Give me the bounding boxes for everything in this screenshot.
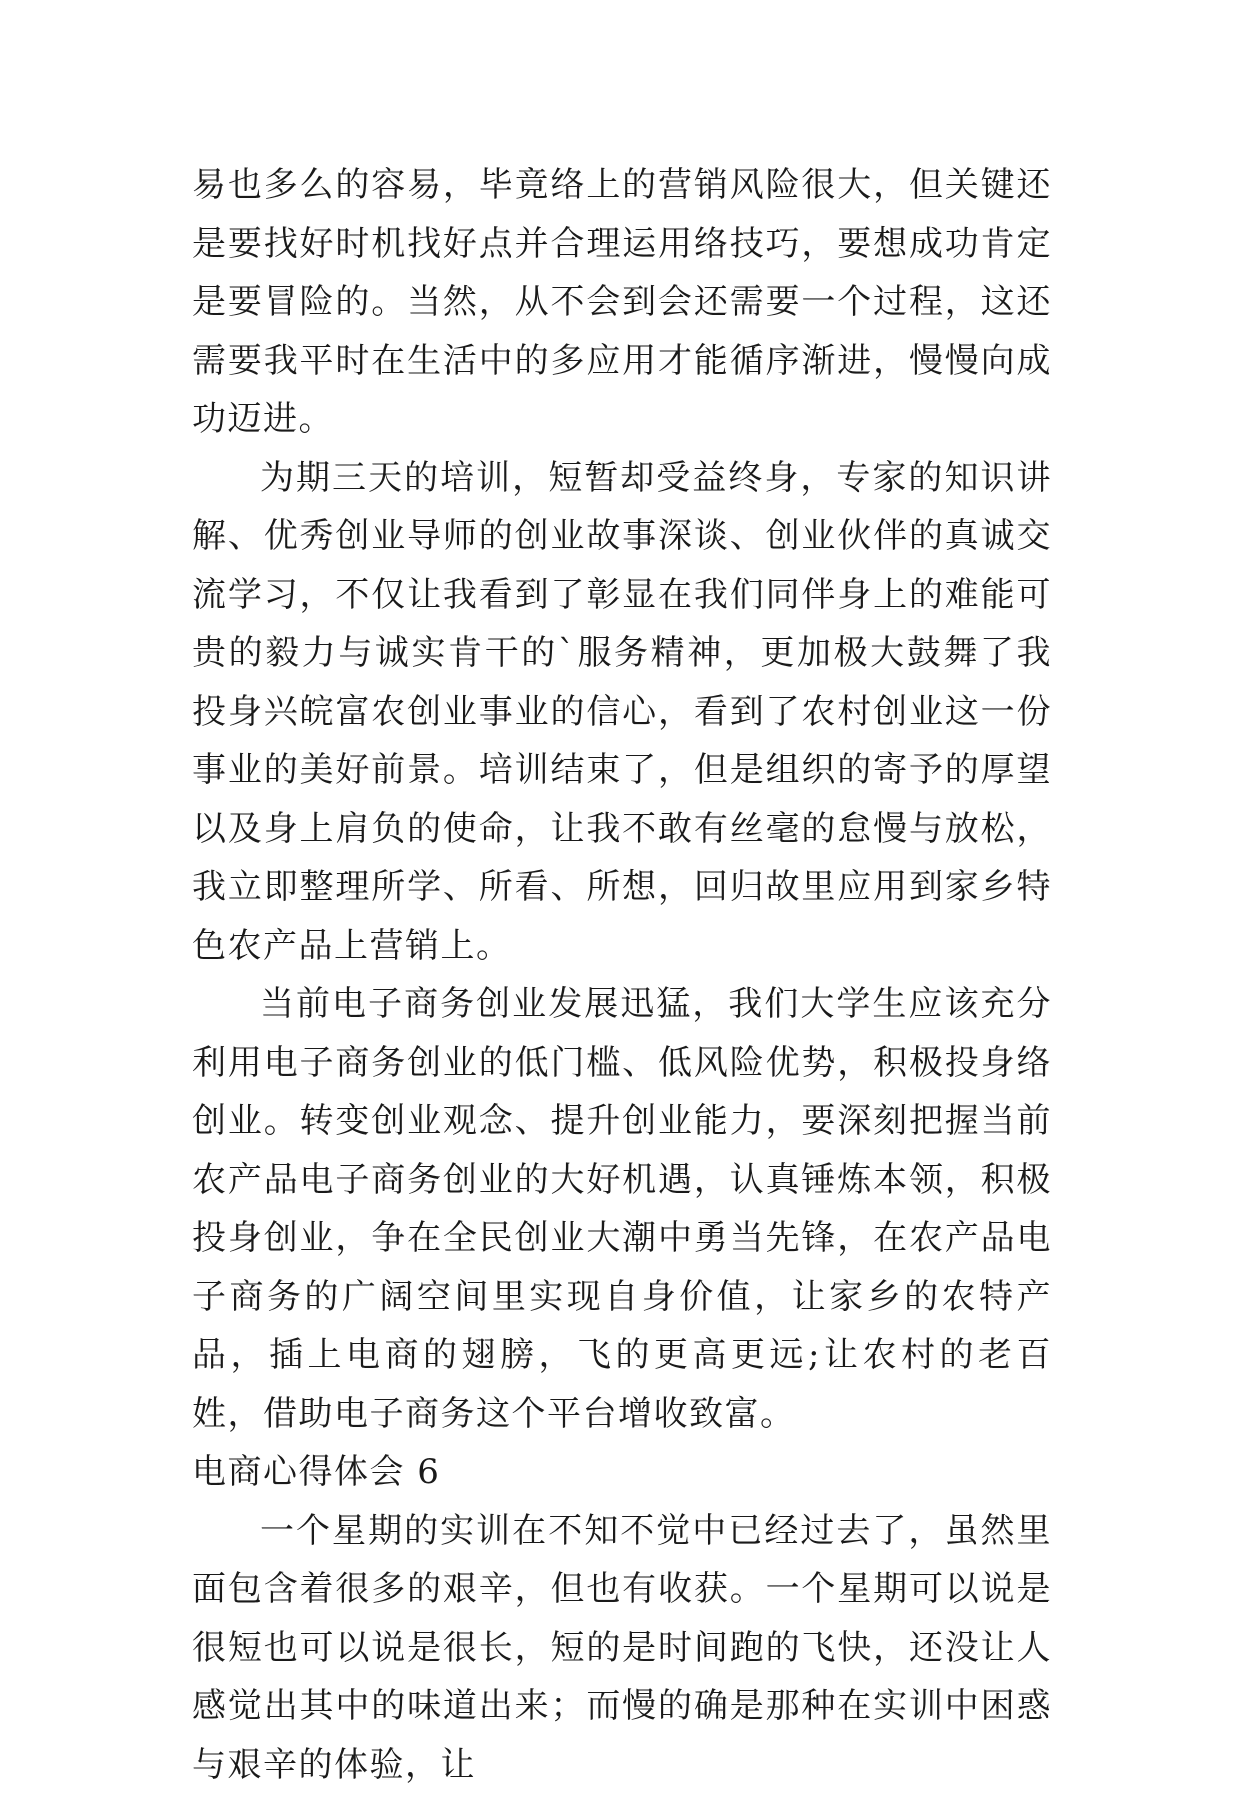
paragraph-training-summary: 为期三天的培训，短暂却受益终身，专家的知识讲解、优秀创业导师的创业故事深谈、创业伙伴的真诚交流学习，不仅让我看到了彰显在我们同伴身上的难能可贵的毅力与诚实肯干的`服务精神，更加极大鼓舞了我投身兴皖富农创业事业的信心，看到了农村创业这一份事业的美好前景。培训结束了，但是组织的寄予的厚望以及身上肩负的使命，让我不敢有丝毫的怠慢与放松，我立即整理所学、所看、所想，回归故里应用到家乡特色农产品上营销上。 bbox=[192, 449, 1052, 976]
document-body bbox=[192, 156, 1052, 1794]
section-heading: 电商心得体会 6 bbox=[192, 1443, 1052, 1502]
paragraph-ecommerce-entrepreneurship: 当前电子商务创业发展迅猛，我们大学生应该充分利用电子商务创业的低门槛、低风险优势，积极投身络创业。转变创业观念、提升创业能力，要深刻把握当前农产品电子商务创业的大好机遇，认真锤炼本领，积极投身创业，争在全民创业大潮中勇当先锋，在农产品电子商务的广阔空间里实现自身价值，让家乡的农特产品，插上电商的翅膀，飞的更高更远;让农村的老百姓，借助电子商务这个平台增收致富。 bbox=[192, 975, 1052, 1443]
paragraph-training-week: 一个星期的实训在不知不觉中已经过去了，虽然里面包含着很多的艰辛，但也有收获。一个星期可以说是很短也可以说是很长，短的是时间跑的飞快，还没让人感觉出其中的味道出来；而慢的确是那种在实训中困惑与艰辛的体验，让 bbox=[192, 1502, 1052, 1794]
paragraph-continuation: 易也多么的容易，毕竟络上的营销风险很大，但关键还是要找好时机找好点并合理运用络技巧，要想成功肯定是要冒险的。当然，从不会到会还需要一个过程，这还需要我平时在生活中的多应用才能循序渐进，慢慢向成功迈进。 bbox=[192, 156, 1052, 449]
